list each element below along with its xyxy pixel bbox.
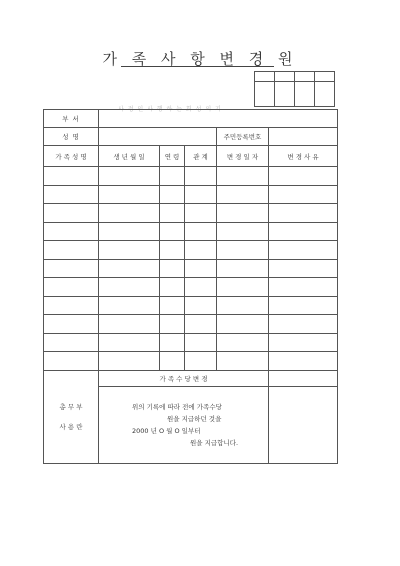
faint-background-text: 사 정 인 사 행 하 는 회 성 의 기	[118, 106, 222, 113]
table-cell[interactable]	[99, 204, 160, 223]
approval-box[interactable]	[275, 82, 295, 107]
approval-box-head	[275, 72, 295, 82]
allowance-side-cell[interactable]	[269, 370, 338, 386]
table-cell[interactable]	[217, 241, 269, 260]
table-cell[interactable]	[269, 222, 338, 241]
table-cell[interactable]	[99, 352, 160, 371]
approval-box[interactable]	[315, 82, 335, 107]
table-row	[44, 222, 338, 241]
department-field[interactable]	[99, 110, 338, 128]
table-cell[interactable]	[185, 296, 217, 315]
table-cell[interactable]	[99, 222, 160, 241]
table-cell[interactable]	[269, 185, 338, 204]
approval-box[interactable]	[295, 82, 315, 107]
table-cell[interactable]	[269, 333, 338, 352]
table-row	[44, 278, 338, 297]
allowance-notice	[99, 386, 269, 463]
resident-number-field[interactable]	[269, 128, 338, 146]
notice-line-2: 원을 지급하던 것을	[167, 414, 222, 423]
table-cell[interactable]	[185, 352, 217, 371]
table-cell[interactable]	[99, 167, 160, 186]
table-cell[interactable]	[160, 352, 185, 371]
table-cell[interactable]	[217, 259, 269, 278]
table-cell[interactable]	[269, 352, 338, 371]
table-cell[interactable]	[160, 241, 185, 260]
department-label: 부 서	[44, 110, 99, 128]
table-cell[interactable]	[160, 204, 185, 223]
table-cell[interactable]	[185, 333, 217, 352]
table-cell[interactable]	[160, 333, 185, 352]
table-cell[interactable]	[160, 167, 185, 186]
table-cell[interactable]	[44, 333, 99, 352]
general-affairs-label	[44, 370, 99, 463]
column-header-relation: 관 계	[185, 146, 217, 167]
allowance-side-cell[interactable]	[269, 386, 338, 463]
table-cell[interactable]	[269, 167, 338, 186]
approval-box-head	[315, 72, 335, 82]
table-cell[interactable]	[217, 167, 269, 186]
table-row	[44, 315, 338, 334]
table-cell[interactable]	[44, 204, 99, 223]
table-cell[interactable]	[217, 333, 269, 352]
name-label: 성 명	[44, 128, 99, 146]
table-cell[interactable]	[44, 259, 99, 278]
form-title: 가 족 사 항 변 경 원	[102, 50, 298, 68]
resident-number-label: 주민등록번호	[217, 128, 269, 146]
general-affairs-label-line2: 사 용 란	[59, 422, 83, 431]
table-row	[44, 167, 338, 186]
table-cell[interactable]	[44, 352, 99, 371]
table-cell[interactable]	[217, 278, 269, 297]
table-cell[interactable]	[269, 296, 338, 315]
table-row	[44, 241, 338, 260]
table-cell[interactable]	[269, 278, 338, 297]
table-cell[interactable]	[185, 167, 217, 186]
table-cell[interactable]	[160, 259, 185, 278]
table-cell[interactable]	[185, 222, 217, 241]
family-rows	[44, 167, 338, 371]
table-cell[interactable]	[269, 315, 338, 334]
table-cell[interactable]	[185, 204, 217, 223]
title-underline	[121, 66, 274, 67]
table-cell[interactable]	[160, 222, 185, 241]
table-cell[interactable]	[269, 204, 338, 223]
table-cell[interactable]	[160, 315, 185, 334]
table-cell[interactable]	[185, 315, 217, 334]
table-cell[interactable]	[44, 222, 99, 241]
table-cell[interactable]	[99, 315, 160, 334]
approval-stamp-boxes	[254, 71, 335, 107]
table-cell[interactable]	[217, 352, 269, 371]
table-cell[interactable]	[99, 259, 160, 278]
general-affairs-label-line1: 총 무 부	[59, 402, 83, 411]
table-row	[44, 185, 338, 204]
table-cell[interactable]	[160, 278, 185, 297]
table-row	[44, 352, 338, 371]
column-header-birth-date: 생 년 월 일	[99, 146, 160, 167]
table-cell[interactable]	[99, 296, 160, 315]
table-cell[interactable]	[44, 296, 99, 315]
table-row	[44, 259, 338, 278]
table-cell[interactable]	[185, 259, 217, 278]
column-header-change-date: 변 경 일 자	[217, 146, 269, 167]
table-cell[interactable]	[99, 241, 160, 260]
table-cell[interactable]	[185, 241, 217, 260]
table-cell[interactable]	[217, 222, 269, 241]
table-cell[interactable]	[160, 185, 185, 204]
table-cell[interactable]	[269, 241, 338, 260]
column-header-family-name: 가 족 성 명	[44, 146, 99, 167]
family-change-form-table	[43, 109, 338, 464]
table-cell[interactable]	[99, 278, 160, 297]
notice-line-4: 원을 지급합니다.	[190, 438, 239, 447]
allowance-change-header: 가 족 수 당 변 경	[99, 370, 269, 386]
approval-box-head	[295, 72, 315, 82]
approval-box-head	[255, 72, 275, 82]
table-row	[44, 333, 338, 352]
notice-line-3: 2000 년 O 월 O 일부터	[132, 426, 201, 435]
table-cell[interactable]	[44, 315, 99, 334]
column-header-age: 연 령	[160, 146, 185, 167]
approval-box[interactable]	[255, 82, 275, 107]
table-cell[interactable]	[269, 259, 338, 278]
table-cell[interactable]	[217, 204, 269, 223]
table-cell[interactable]	[217, 315, 269, 334]
table-cell[interactable]	[99, 185, 160, 204]
table-cell[interactable]	[217, 296, 269, 315]
table-cell[interactable]	[44, 167, 99, 186]
table-cell[interactable]	[44, 185, 99, 204]
name-field[interactable]	[99, 128, 217, 146]
table-row	[44, 204, 338, 223]
table-cell[interactable]	[99, 333, 160, 352]
table-cell[interactable]	[217, 185, 269, 204]
table-row	[44, 296, 338, 315]
column-header-change-reason: 변 경 사 유	[269, 146, 338, 167]
notice-line-1: 위의 기록에 따라 전에 가족수당	[132, 402, 222, 411]
table-cell[interactable]	[44, 241, 99, 260]
table-cell[interactable]	[185, 278, 217, 297]
table-cell[interactable]	[160, 296, 185, 315]
table-cell[interactable]	[185, 185, 217, 204]
table-cell[interactable]	[44, 278, 99, 297]
